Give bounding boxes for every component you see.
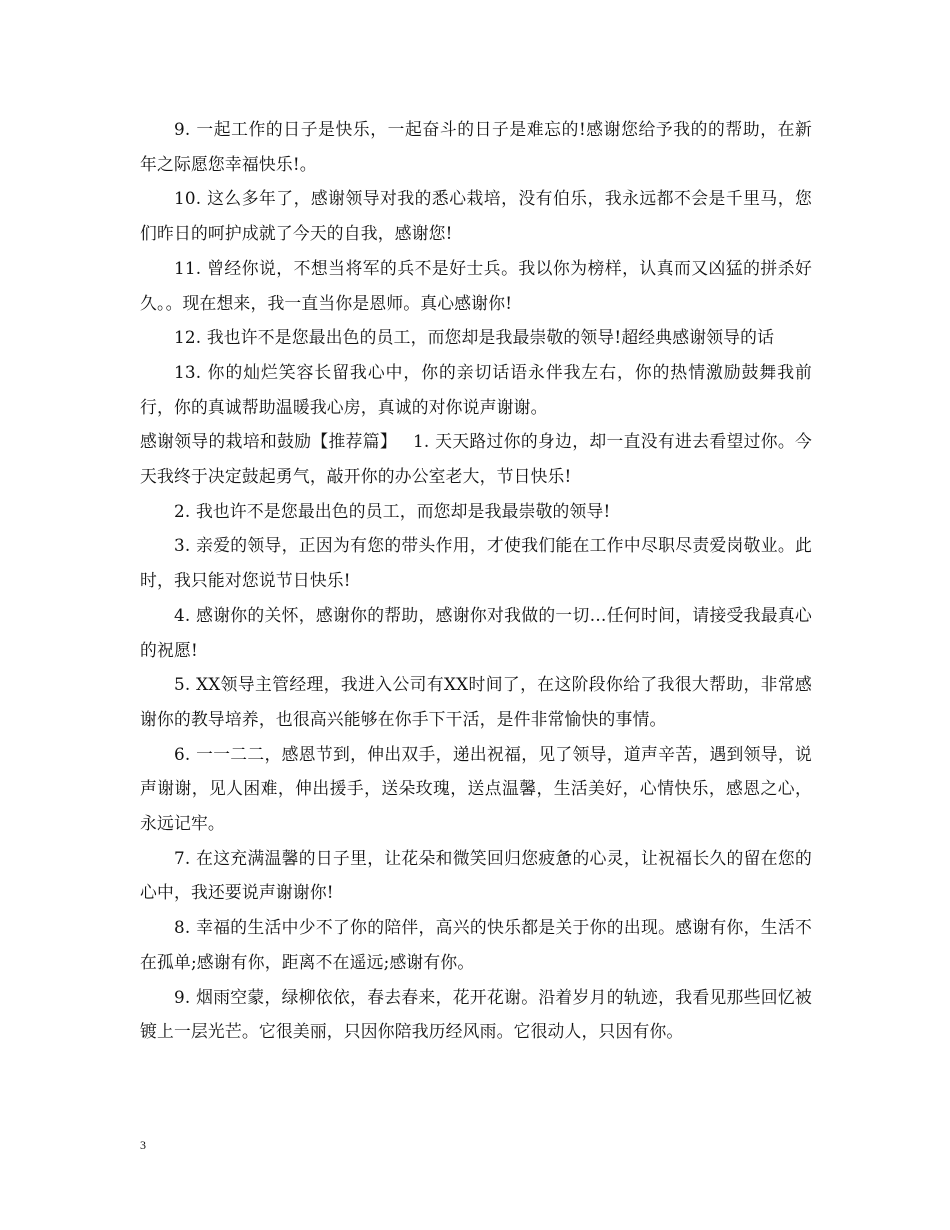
section-first-item: 1. 天天路过你的身边，却一直没有进去看望过你。今天我终于决定鼓起勇气，敲开你的办公室老大，节日快乐! — [140, 431, 812, 487]
paragraph-12: 12. 我也许不是您最出色的员工，而您却是我最崇敬的领导!超经典感谢领导的话 — [174, 327, 775, 348]
page-number: 3 — [140, 1138, 146, 1152]
recommended-item-2: 2. 我也许不是您最出色的员工，而您却是我最崇敬的领导! — [174, 500, 611, 521]
paragraph-11: 11. 曾经你说，不想当将军的兵不是好士兵。我以你为榜样，认真而又凶猛的拼杀好久。。现在想来，我一直当你是恩师。真心感谢你! — [140, 257, 812, 313]
section-title: 感谢领导的栽培和鼓励【推荐篇】 — [140, 431, 398, 452]
recommended-item-8: 8. 幸福的生活中少不了你的陪伴，高兴的快乐都是关于你的出现。感谢有你，生活不在孤单;感谢有你，距离不在遥远;感谢有你。 — [140, 917, 812, 972]
section-paragraph — [140, 424, 812, 493]
recommended-item-3: 3. 亲爱的领导，正因为有您的带头作用，才使我们能在工作中尽职尽责爱岗敬业。此时，我只能对您说节日快乐! — [140, 535, 812, 591]
recommended-item-9: 9. 烟雨空蒙，绿柳依依，春去春来，花开花谢。沿着岁月的轨迹，我看见那些回忆被镀上一层光芒。它很美丽，只因你陪我历经风雨。它很动人，只因有你。 — [140, 986, 812, 1042]
paragraph-13: 13. 你的灿烂笑容长留我心中，你的亲切话语永伴我左右，你的热情激励鼓舞我前行，你的真诚帮助温暖我心房，真诚的对你说声谢谢。 — [140, 361, 812, 417]
recommended-item-4: 4. 感谢你的关怀，感谢你的帮助，感谢你对我做的一切…任何时间，请接受我最真心的祝愿! — [140, 604, 812, 660]
recommended-item-7: 7. 在这充满温馨的日子里，让花朵和微笑回归您疲惫的心灵，让祝福长久的留在您的心中，我还要说声谢谢你! — [140, 847, 812, 903]
document-body — [140, 112, 812, 1049]
recommended-item-6: 6. 一一二二，感恩节到，伸出双手，递出祝福，见了领导，道声辛苦，遇到领导，说声谢谢，见人困难，伸出援手，送朵玫瑰，送点温馨，生活美好，心情快乐，感恩之心，永远记牢。 — [140, 743, 812, 834]
paragraph-9: 9. 一起工作的日子是快乐，一起奋斗的日子是难忘的!感谢您给予我的的帮助，在新年之际愿您幸福快乐!。 — [140, 119, 812, 174]
paragraph-10: 10. 这么多年了，感谢领导对我的悉心栽培，没有伯乐，我永远都不会是千里马，您们昨日的呵护成就了今天的自我，感谢您! — [140, 188, 812, 244]
recommended-item-5: 5. XX领导主管经理，我进入公司有XX时间了，在这阶段你给了我很大帮助，非常感谢你的教导培养，也很高兴能够在你手下干活，是件非常愉快的事情。 — [140, 674, 812, 729]
